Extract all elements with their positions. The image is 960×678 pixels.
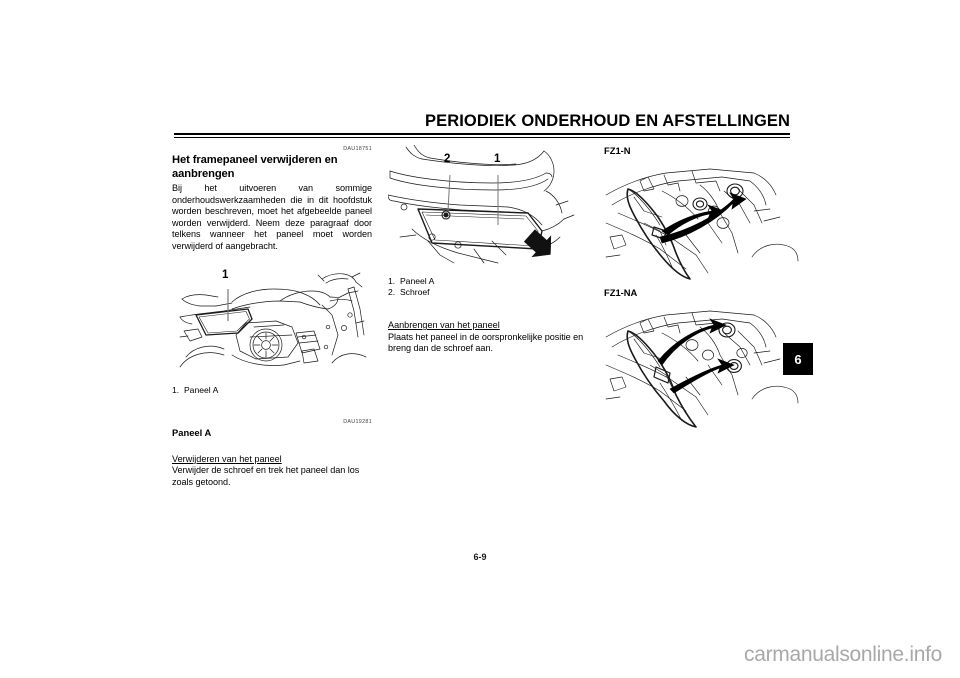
intro-paragraph: Bij het uitvoeren van sommige onderhoudswerkzaamheden die in dit hoofdstuk worden beschreven, moet het afgebeelde paneel worden verwijderd. Neem deze paragraaf door telkens wanneer het paneel moet worden verwijderd of aangebracht.: [172, 183, 372, 251]
figure-fz1na-panel-mount: [604, 303, 804, 431]
site-watermark: carmanualsonline.info: [744, 643, 942, 666]
section-heading: Het framepaneel verwijderen en aanbrengen: [172, 154, 338, 180]
subsection-heading-panel-a: Paneel A: [172, 426, 212, 438]
model-heading-fz1na: FZ1-NA: [604, 287, 638, 298]
header-rule-thin: [174, 137, 790, 138]
removal-text: Verwijder de schroef en trek het paneel dan los zoals getoond.: [172, 465, 360, 487]
figure-caption-line-2: 2. Schroef: [388, 287, 430, 297]
figure-callout-1: 1: [494, 153, 501, 165]
fz1n-illustration: [604, 161, 799, 283]
middle-column: [388, 145, 588, 355]
left-column: [172, 145, 372, 488]
assembly-arrow-lower-icon: [670, 359, 734, 393]
page-title: PERIODIEK ONDERHOUD EN AFSTELLINGEN: [425, 112, 790, 130]
header-rule: [174, 133, 790, 138]
callout-leader-2: [448, 175, 450, 211]
header-rule-thick: [174, 133, 790, 135]
assembly-arrow-long-icon: [660, 193, 746, 243]
figure-caption-line-1: 1. Paneel A: [388, 276, 435, 286]
dau-reference-code: DAU18751: [343, 146, 372, 152]
figure-callout-2: 2: [444, 153, 451, 165]
figure-fz1n-panel-mount: [604, 161, 804, 283]
panel-detail-illustration: [388, 145, 578, 270]
fz1na-illustration: [604, 303, 799, 431]
motorcycle-illustration: [172, 268, 372, 379]
page-number: 6-9: [473, 552, 487, 562]
figure-caption-left: 1. Paneel A: [172, 384, 219, 395]
figure-panel-detail: [388, 145, 588, 270]
chapter-tab: 6: [783, 343, 813, 375]
assembly-arrow-upper-icon: [658, 319, 726, 365]
install-heading: Aanbrengen van het paneel: [388, 320, 500, 330]
direction-arrow-icon: [520, 225, 560, 265]
model-heading-fz1n: FZ1-N: [604, 145, 631, 156]
right-column: [604, 145, 804, 431]
dau-reference-code-2: DAU19281: [343, 418, 372, 425]
figure-callout-1: 1: [222, 268, 229, 281]
removal-heading: Verwijderen van het paneel: [172, 453, 282, 464]
figure-motorcycle-side-view: [172, 268, 372, 379]
install-text: Plaats het paneel in de oorspronkelijke positie en breng dan de schroef aan.: [388, 331, 584, 354]
